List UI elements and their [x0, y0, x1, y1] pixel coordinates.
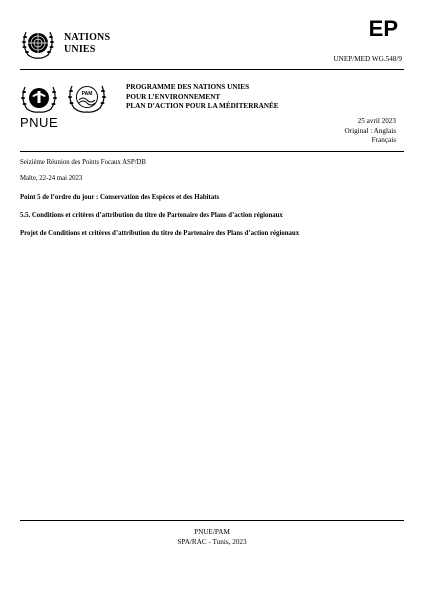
organization-name-line2: UNIES [64, 44, 96, 55]
meeting-location: Malte, 22-24 mai 2023 [20, 175, 83, 182]
pam-emblem-icon [66, 83, 108, 115]
footer [0, 527, 424, 547]
document-title: Projet de Conditions et critères d’attribution du titre de Partenaire des Plans d’action régionaux [20, 230, 300, 237]
un-emblem-icon [20, 28, 56, 60]
organization-name-line1: NATIONS [64, 32, 111, 43]
document-date: 25 avril 2023 [357, 117, 396, 125]
translation-language: Français [371, 136, 396, 144]
program-title-line2: POUR L’ENVIRONNEMENT [126, 92, 221, 101]
original-language: Original : Anglais [344, 126, 396, 135]
agenda-item: Point 5 de l’ordre du jour : Conservation des Espèces et des Habitats [20, 194, 220, 201]
program-title-line3: PLAN D’ACTION POUR LA MÉDITERRANÉE [126, 102, 279, 110]
meeting-title: Seizième Réunion des Points Focaux ASP/DB [20, 159, 146, 166]
section-heading: 5.5. Conditions et critères d’attribution du titre de Partenaire des Plans d’action régionaux [20, 212, 283, 219]
title-divider [20, 151, 404, 152]
pam-emblem-label: PAM [81, 91, 93, 97]
date-block [344, 117, 396, 146]
unep-emblem-icon [20, 84, 58, 114]
program-title [126, 83, 279, 112]
header-divider [20, 69, 404, 70]
pnue-label: PNUE [20, 115, 59, 130]
document-reference: UNEP/MED WG.548/9 [333, 55, 402, 63]
document-code: EP [368, 16, 398, 41]
organization-name [64, 32, 110, 56]
footer-divider [20, 520, 404, 521]
program-title-line1: PROGRAMME DES NATIONS UNIES [126, 83, 250, 91]
footer-line1: PNUE/PAM [194, 528, 230, 536]
footer-line2: SPA/RAC - Tunis, 2023 [177, 538, 247, 546]
